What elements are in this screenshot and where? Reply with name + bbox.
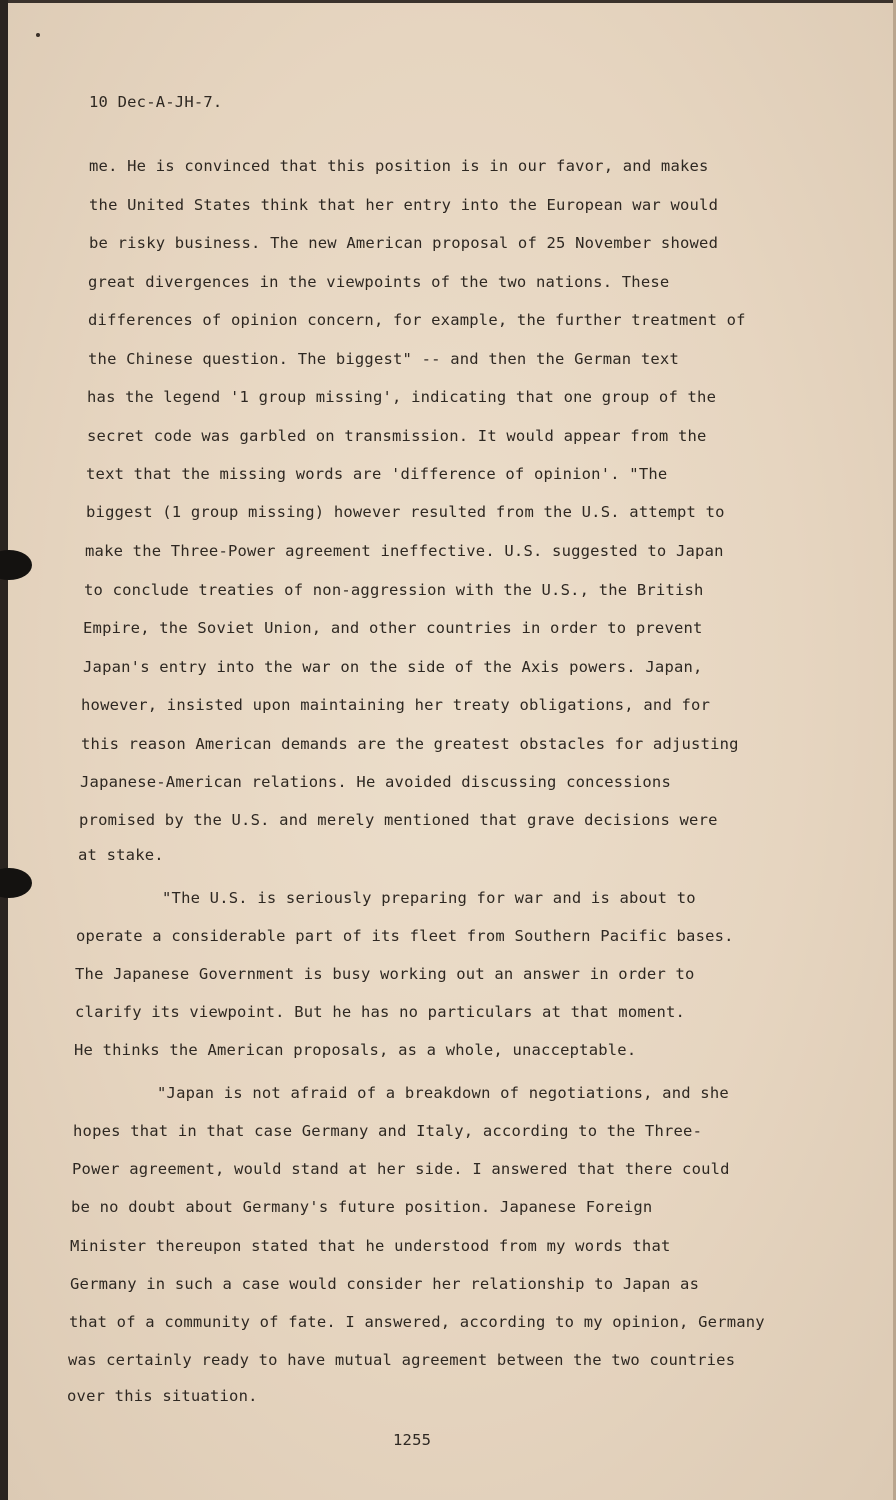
text-line: Power agreement, would stand at her side. I answered that there could: [72, 1160, 730, 1178]
paper-speck: [36, 33, 40, 37]
page-left-edge: [0, 0, 8, 1500]
text-line: over this situation.: [67, 1387, 258, 1405]
text-line: the Chinese question. The biggest" -- and then the German text: [88, 350, 679, 368]
page-number: 1255: [393, 1431, 432, 1449]
text-line: however, insisted upon maintaining her treaty obligations, and for: [81, 696, 711, 714]
text-line: to conclude treaties of non-aggression with the U.S., the British: [84, 581, 704, 599]
text-line: "Japan is not afraid of a breakdown of negotiations, and she: [157, 1084, 729, 1102]
text-line: Empire, the Soviet Union, and other countries in order to prevent: [83, 619, 703, 637]
text-line: operate a considerable part of its fleet from Southern Pacific bases.: [76, 927, 734, 945]
text-line: was certainly ready to have mutual agreement between the two countries: [68, 1351, 736, 1369]
text-line: promised by the U.S. and merely mentioned that grave decisions were: [79, 811, 718, 829]
text-line: biggest (1 group missing) however resulted from the U.S. attempt to: [86, 503, 725, 521]
document-reference: 10 Dec-A-JH-7.: [89, 93, 223, 111]
text-line: be risky business. The new American proposal of 25 November showed: [89, 234, 719, 252]
text-line: Japanese-American relations. He avoided discussing concessions: [80, 773, 671, 791]
text-line: me. He is convinced that this position is in our favor, and makes: [89, 157, 709, 175]
text-line: secret code was garbled on transmission. It would appear from the: [87, 427, 707, 445]
punch-hole-upper: [0, 550, 32, 580]
page-top-edge: [0, 0, 896, 3]
text-line: He thinks the American proposals, as a whole, unacceptable.: [74, 1041, 637, 1059]
text-line: great divergences in the viewpoints of the two nations. These: [88, 273, 670, 291]
text-line: has the legend '1 group missing', indicating that one group of the: [87, 388, 717, 406]
text-line: be no doubt about Germany's future position. Japanese Foreign: [71, 1198, 653, 1216]
text-line: make the Three-Power agreement ineffective. U.S. suggested to Japan: [85, 542, 724, 560]
text-line: Japan's entry into the war on the side of the Axis powers. Japan,: [83, 658, 703, 676]
text-line: "The U.S. is seriously preparing for war and is about to: [162, 889, 696, 907]
text-line: that of a community of fate. I answered, according to my opinion, Germany: [69, 1313, 765, 1331]
text-line: The Japanese Government is busy working out an answer in order to: [75, 965, 695, 983]
text-line: the United States think that her entry into the European war would: [89, 196, 719, 214]
text-line: hopes that in that case Germany and Italy, according to the Three-: [73, 1122, 703, 1140]
text-line: Germany in such a case would consider her relationship to Japan as: [70, 1275, 700, 1293]
text-line: this reason American demands are the greatest obstacles for adjusting: [81, 735, 739, 753]
text-line: differences of opinion concern, for example, the further treatment of: [88, 311, 746, 329]
punch-hole-lower: [0, 868, 32, 898]
text-line: Minister thereupon stated that he understood from my words that: [70, 1237, 671, 1255]
text-line: text that the missing words are 'difference of opinion'. "The: [86, 465, 668, 483]
text-line: clarify its viewpoint. But he has no particulars at that moment.: [75, 1003, 686, 1021]
text-line: at stake.: [78, 846, 164, 864]
